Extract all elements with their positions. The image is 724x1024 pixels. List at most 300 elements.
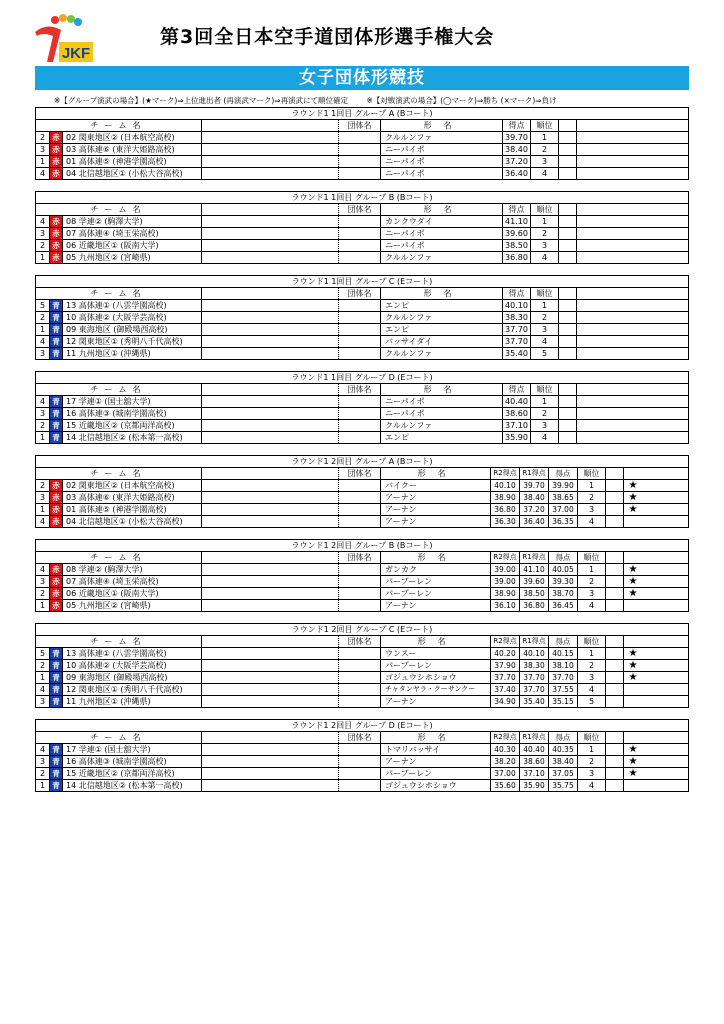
- extra-cell: [559, 120, 577, 131]
- dantai-cell: [339, 492, 381, 503]
- table-row: [36, 744, 688, 756]
- score: 35.90: [503, 432, 531, 443]
- r2-score: 40.20: [491, 648, 520, 659]
- table-row: [36, 660, 688, 672]
- table-row: [36, 168, 688, 179]
- dantai-cell: [339, 564, 381, 575]
- group-title: ラウンド1 1回目 グループ B (Bコート): [36, 192, 688, 204]
- total-score: 37.70: [549, 672, 578, 683]
- blank-cell: [202, 576, 339, 587]
- extra-cell: [559, 408, 577, 419]
- extra-cell: [577, 396, 595, 407]
- team-name: 04 北信越地区① (小松大谷高校): [63, 168, 202, 179]
- score-header: 得点: [503, 204, 531, 215]
- kata-header: 形名: [381, 636, 491, 647]
- extra-cell: [559, 336, 577, 347]
- header-row: [36, 732, 688, 744]
- header-row: [36, 636, 688, 648]
- dantai-cell: [339, 420, 381, 431]
- blank-cell: [202, 228, 339, 239]
- color-badge: 青: [50, 396, 63, 407]
- r2-score: 39.00: [491, 564, 520, 575]
- rank: 2: [578, 660, 606, 671]
- score: 37.70: [503, 336, 531, 347]
- r2-score: 39.00: [491, 576, 520, 587]
- dantai-cell: [339, 504, 381, 515]
- blank-cell: [202, 348, 339, 359]
- kata-name: アーナン: [381, 600, 491, 611]
- r1-score: 39.60: [520, 576, 549, 587]
- r1-score: 38.60: [520, 756, 549, 767]
- rank: 4: [531, 336, 559, 347]
- kata-name: クルルンファ: [381, 420, 503, 431]
- extra-cell: [577, 348, 595, 359]
- color-badge: 赤: [50, 240, 63, 251]
- blank-cell: [202, 768, 339, 779]
- team-name: 11 九州地区① (沖縄県): [63, 348, 202, 359]
- group-table: [35, 539, 689, 612]
- color-badge: 赤: [50, 132, 63, 143]
- legend-note-match: ※【対戦演武の場合】(◯マーク)⇒勝ち (×マーク)⇒負け: [366, 96, 557, 105]
- blank-cell: [202, 312, 339, 323]
- dantai-cell: [339, 216, 381, 227]
- color-badge: 青: [50, 336, 63, 347]
- team-name: 14 北信越地区② (松本第一高校): [63, 780, 202, 791]
- rank-header: 順位: [578, 636, 606, 647]
- header-row: [36, 120, 688, 132]
- dantai-cell: [339, 660, 381, 671]
- team-name: 17 学連① (国士舘大学): [63, 744, 202, 755]
- table-row: [36, 492, 688, 504]
- blank-cell: [202, 120, 339, 131]
- group-table: [35, 455, 689, 528]
- team-name: 10 高体連② (大阪学芸高校): [63, 312, 202, 323]
- color-badge: 赤: [50, 576, 63, 587]
- team-header: チーム名: [36, 732, 202, 743]
- kata-header: 形名: [381, 384, 503, 395]
- score: 38.60: [503, 408, 531, 419]
- extra-cell: [559, 324, 577, 335]
- extra-cell: [559, 384, 577, 395]
- kata-header: 形名: [381, 288, 503, 299]
- kata-name: エンピ: [381, 300, 503, 311]
- blank-cell: [202, 504, 339, 515]
- group-title: ラウンド1 2回目 グループ B (Bコート): [36, 540, 688, 552]
- r2-score: 36.10: [491, 600, 520, 611]
- kata-name: ガンカク: [381, 564, 491, 575]
- draw-number: 3: [36, 408, 50, 419]
- extra-cell: [577, 324, 595, 335]
- blank-cell: [202, 144, 339, 155]
- r2-score: 37.90: [491, 660, 520, 671]
- team-name: 07 高体連④ (埼玉栄高校): [63, 576, 202, 587]
- extra-cell: [577, 420, 595, 431]
- team-header: チーム名: [36, 288, 202, 299]
- score: 38.50: [503, 240, 531, 251]
- extra-cell: [559, 228, 577, 239]
- event-banner: 女子団体形競技: [35, 66, 689, 90]
- total-score: 37.00: [549, 504, 578, 515]
- color-badge: 青: [50, 432, 63, 443]
- extra-cell: [606, 696, 624, 707]
- color-badge: 赤: [50, 492, 63, 503]
- team-name: 11 九州地区① (沖縄県): [63, 696, 202, 707]
- total-score: 38.65: [549, 492, 578, 503]
- table-row: [36, 600, 688, 611]
- group-title: ラウンド1 1回目 グループ D (Eコート): [36, 372, 688, 384]
- blank-cell: [202, 516, 339, 527]
- table-row: [36, 564, 688, 576]
- advance-star: ★: [628, 504, 638, 515]
- rank: 4: [578, 516, 606, 527]
- dantai-cell: [339, 600, 381, 611]
- score-header: 得点: [549, 468, 578, 479]
- rank: 2: [578, 756, 606, 767]
- team-name: 07 高体連④ (埼玉栄高校): [63, 228, 202, 239]
- r1-score: 37.70: [520, 684, 549, 695]
- rank: 4: [578, 600, 606, 611]
- extra-cell: [559, 432, 577, 443]
- color-badge: 青: [50, 768, 63, 779]
- advance-star: ★: [628, 648, 638, 659]
- extra-cell: [559, 216, 577, 227]
- team-name: 12 関東地区① (秀明八千代高校): [63, 684, 202, 695]
- team-name: 17 学連① (国士舘大学): [63, 396, 202, 407]
- group-table: [35, 191, 689, 264]
- dantai-cell: [339, 696, 381, 707]
- star-header: [624, 468, 642, 479]
- score: 41.10: [503, 216, 531, 227]
- group-table: [35, 371, 689, 444]
- kata-header: 形名: [381, 204, 503, 215]
- r2-score: 40.30: [491, 744, 520, 755]
- draw-number: 4: [36, 168, 50, 179]
- team-name: 06 近畿地区① (阪南大学): [63, 240, 202, 251]
- extra-cell: [559, 144, 577, 155]
- table-row: [36, 696, 688, 707]
- r1-score: 38.50: [520, 588, 549, 599]
- dantai-cell: [339, 588, 381, 599]
- extra-cell: [577, 228, 595, 239]
- total-score: 36.35: [549, 516, 578, 527]
- extra-cell: [606, 564, 624, 575]
- draw-number: 2: [36, 588, 50, 599]
- blank-cell: [202, 696, 339, 707]
- dantai-header: 団体名: [339, 120, 381, 131]
- kata-name: トマリバッサイ: [381, 744, 491, 755]
- kata-name: バッサイダイ: [381, 336, 503, 347]
- rank: 3: [578, 588, 606, 599]
- blank-cell: [202, 480, 339, 491]
- blank-cell: [202, 336, 339, 347]
- team-name: 08 学連② (駒澤大学): [63, 216, 202, 227]
- draw-number: 2: [36, 480, 50, 491]
- r2-score: 35.60: [491, 780, 520, 791]
- table-row: [36, 420, 688, 432]
- blank-cell: [202, 408, 339, 419]
- dantai-cell: [339, 744, 381, 755]
- team-name: 15 近畿地区② (京都両洋高校): [63, 420, 202, 431]
- star-header: [624, 552, 642, 563]
- score: 38.30: [503, 312, 531, 323]
- extra-cell: [559, 348, 577, 359]
- kata-header: 形名: [381, 732, 491, 743]
- extra-cell: [606, 684, 624, 695]
- blank-cell: [202, 132, 339, 143]
- extra-cell: [559, 252, 577, 263]
- group-title: ラウンド1 2回目 グループ A (Bコート): [36, 456, 688, 468]
- r2-score: 37.40: [491, 684, 520, 695]
- dantai-header: 団体名: [339, 636, 381, 647]
- r1-score: 41.10: [520, 564, 549, 575]
- extra-cell: [559, 240, 577, 251]
- kata-name: アーナン: [381, 492, 491, 503]
- dantai-cell: [339, 684, 381, 695]
- table-row: [36, 396, 688, 408]
- score-header: 得点: [503, 288, 531, 299]
- extra-cell: [606, 588, 624, 599]
- rank: 4: [531, 252, 559, 263]
- total-score: 37.05: [549, 768, 578, 779]
- extra-cell: [577, 120, 595, 131]
- team-name: 16 高体連③ (城南学園高校): [63, 756, 202, 767]
- color-badge: 青: [50, 324, 63, 335]
- team-header: チーム名: [36, 468, 202, 479]
- blank-cell: [202, 672, 339, 683]
- score: 39.60: [503, 228, 531, 239]
- table-row: [36, 432, 688, 443]
- total-score: 40.05: [549, 564, 578, 575]
- kata-name: エンピ: [381, 432, 503, 443]
- extra-cell: [577, 132, 595, 143]
- extra-cell: [577, 216, 595, 227]
- extra-cell: [559, 300, 577, 311]
- total-score: 38.10: [549, 660, 578, 671]
- rank: 3: [531, 156, 559, 167]
- table-row: [36, 768, 688, 780]
- kata-name: アーナン: [381, 504, 491, 515]
- r1-score: 37.10: [520, 768, 549, 779]
- table-row: [36, 480, 688, 492]
- dantai-cell: [339, 396, 381, 407]
- score: 38.40: [503, 144, 531, 155]
- draw-number: 2: [36, 132, 50, 143]
- extra-cell: [606, 552, 624, 563]
- score: 39.70: [503, 132, 531, 143]
- table-row: [36, 300, 688, 312]
- score: 37.70: [503, 324, 531, 335]
- draw-number: 1: [36, 324, 50, 335]
- extra-cell: [606, 768, 624, 779]
- blank-cell: [202, 744, 339, 755]
- draw-number: 1: [36, 672, 50, 683]
- draw-number: 4: [36, 516, 50, 527]
- blank-cell: [202, 396, 339, 407]
- team-name: 05 九州地区② (宮崎県): [63, 252, 202, 263]
- extra-cell: [559, 288, 577, 299]
- kata-name: クルルンファ: [381, 312, 503, 323]
- kata-name: エンピ: [381, 324, 503, 335]
- score: 37.10: [503, 420, 531, 431]
- rank: 4: [531, 168, 559, 179]
- extra-cell: [559, 420, 577, 431]
- advance-star: ★: [628, 768, 638, 779]
- draw-number: 2: [36, 420, 50, 431]
- table-row: [36, 336, 688, 348]
- team-name: 10 高体連② (大阪学芸高校): [63, 660, 202, 671]
- team-name: 02 関東地区② (日本航空高校): [63, 480, 202, 491]
- blank-cell: [202, 600, 339, 611]
- rank-header: 順位: [578, 468, 606, 479]
- advance-star: ★: [628, 672, 638, 683]
- extra-cell: [577, 252, 595, 263]
- kata-name: カンクウダイ: [381, 216, 503, 227]
- kata-name: ゴジュウシホショウ: [381, 780, 491, 791]
- r2-header: R2得点: [491, 468, 520, 479]
- dantai-cell: [339, 252, 381, 263]
- blank-cell: [202, 564, 339, 575]
- rank-header: 順位: [531, 384, 559, 395]
- team-name: 13 高体連① (八雲学園高校): [63, 648, 202, 659]
- team-name: 01 高体連⑤ (神港学園高校): [63, 504, 202, 515]
- total-score: 40.15: [549, 648, 578, 659]
- extra-cell: [606, 780, 624, 791]
- table-row: [36, 228, 688, 240]
- r1-header: R1得点: [520, 552, 549, 563]
- blank-cell: [202, 384, 339, 395]
- rank: 3: [531, 240, 559, 251]
- dantai-header: 団体名: [339, 288, 381, 299]
- color-badge: 青: [50, 408, 63, 419]
- rank: 1: [578, 648, 606, 659]
- r2-score: 34.90: [491, 696, 520, 707]
- kata-header: 形名: [381, 552, 491, 563]
- r2-header: R2得点: [491, 732, 520, 743]
- score-header: 得点: [503, 384, 531, 395]
- kata-name: ニーパイポ: [381, 408, 503, 419]
- kata-name: クルルンファ: [381, 252, 503, 263]
- table-row: [36, 324, 688, 336]
- r2-score: 37.70: [491, 672, 520, 683]
- draw-number: 1: [36, 600, 50, 611]
- draw-number: 2: [36, 768, 50, 779]
- dantai-cell: [339, 228, 381, 239]
- rank: 2: [578, 492, 606, 503]
- draw-number: 2: [36, 240, 50, 251]
- group-table: [35, 275, 689, 360]
- score: 36.80: [503, 252, 531, 263]
- dantai-cell: [339, 348, 381, 359]
- color-badge: 青: [50, 744, 63, 755]
- r1-header: R1得点: [520, 732, 549, 743]
- rank-header: 順位: [578, 732, 606, 743]
- extra-cell: [577, 156, 595, 167]
- total-score: 35.15: [549, 696, 578, 707]
- r2-score: 36.80: [491, 504, 520, 515]
- extra-cell: [606, 636, 624, 647]
- kata-name: チャタンヤラ・クーサンクー: [381, 684, 491, 695]
- rank: 3: [578, 672, 606, 683]
- table-row: [36, 576, 688, 588]
- dantai-cell: [339, 768, 381, 779]
- header-row: [36, 468, 688, 480]
- group-table: [35, 719, 689, 792]
- header-row: [36, 204, 688, 216]
- color-badge: 赤: [50, 216, 63, 227]
- dantai-cell: [339, 648, 381, 659]
- kata-name: ニーパイポ: [381, 144, 503, 155]
- extra-cell: [606, 732, 624, 743]
- r2-score: 37.00: [491, 768, 520, 779]
- dantai-cell: [339, 300, 381, 311]
- color-badge: 青: [50, 312, 63, 323]
- blank-cell: [202, 588, 339, 599]
- blank-cell: [202, 492, 339, 503]
- extra-cell: [606, 504, 624, 515]
- advance-star: ★: [628, 480, 638, 491]
- extra-cell: [606, 600, 624, 611]
- draw-number: 4: [36, 216, 50, 227]
- kata-name: ニーパイポ: [381, 240, 503, 251]
- table-row: [36, 408, 688, 420]
- kata-name: クルルンファ: [381, 348, 503, 359]
- draw-number: 3: [36, 696, 50, 707]
- blank-cell: [202, 432, 339, 443]
- dantai-cell: [339, 672, 381, 683]
- kata-name: ニーパイポ: [381, 168, 503, 179]
- blank-cell: [202, 204, 339, 215]
- r2-score: 38.20: [491, 756, 520, 767]
- blank-cell: [202, 684, 339, 695]
- advance-star: ★: [628, 756, 638, 767]
- kata-name: パープーレン: [381, 768, 491, 779]
- rank: 5: [531, 348, 559, 359]
- color-badge: 赤: [50, 516, 63, 527]
- dantai-cell: [339, 408, 381, 419]
- advance-star: ★: [628, 588, 638, 599]
- score: 40.10: [503, 300, 531, 311]
- table-row: [36, 132, 688, 144]
- color-badge: 赤: [50, 168, 63, 179]
- team-name: 01 高体連⑤ (神港学園高校): [63, 156, 202, 167]
- rank: 1: [531, 300, 559, 311]
- color-badge: 青: [50, 660, 63, 671]
- draw-number: 1: [36, 780, 50, 791]
- blank-cell: [202, 468, 339, 479]
- blank-cell: [202, 660, 339, 671]
- rank: 2: [531, 408, 559, 419]
- dantai-header: 団体名: [339, 204, 381, 215]
- table-row: [36, 252, 688, 263]
- blank-cell: [202, 288, 339, 299]
- team-header: チーム名: [36, 384, 202, 395]
- rank-header: 順位: [578, 552, 606, 563]
- rank: 1: [531, 216, 559, 227]
- r1-score: 36.80: [520, 600, 549, 611]
- total-score: 35.75: [549, 780, 578, 791]
- r1-score: 35.40: [520, 696, 549, 707]
- blank-cell: [202, 648, 339, 659]
- team-name: 06 近畿地区① (阪南大学): [63, 588, 202, 599]
- blank-cell: [202, 168, 339, 179]
- draw-number: 3: [36, 756, 50, 767]
- extra-cell: [577, 204, 595, 215]
- kata-name: ウンスー: [381, 648, 491, 659]
- draw-number: 4: [36, 564, 50, 575]
- rank: 2: [531, 228, 559, 239]
- extra-cell: [577, 168, 595, 179]
- table-row: [36, 348, 688, 359]
